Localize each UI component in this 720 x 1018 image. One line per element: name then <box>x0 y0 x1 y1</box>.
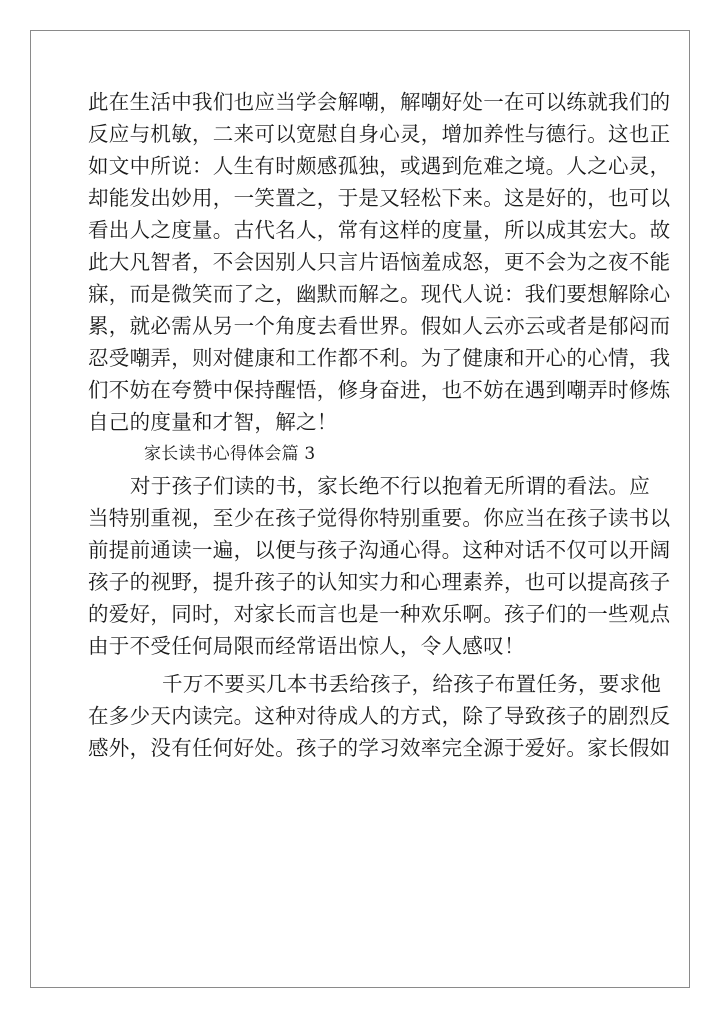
section-heading: 家长读书心得体会篇 3 <box>144 444 316 464</box>
text-line: 此大凡智者，不会因别人只言片语恼羞成怒，更不会为之夜不能 <box>88 250 671 274</box>
text-line: 由于不受任何局限而经常语出惊人，令人感叹！ <box>88 634 525 658</box>
text-line: 当特别重视，至少在孩子觉得你特别重要。你应当在孩子读书以 <box>88 506 671 530</box>
text-line: 在多少天内读完。这种对待成人的方式，除了导致孩子的剧烈反 <box>88 704 671 728</box>
text-line: 感外，没有任何好处。孩子的学习效率完全源于爱好。家长假如 <box>88 736 671 760</box>
text-line: 此在生活中我们也应当学会解嘲，解嘲好处一在可以练就我们的 <box>88 90 671 114</box>
text-line: 前提前通读一遍，以便与孩子沟通心得。这种对话不仅可以开阔 <box>88 538 671 562</box>
text-line: 们不妨在夸赞中保持醒悟，修身奋进，也不妨在遇到嘲弄时修炼 <box>88 378 671 402</box>
text-line: 的爱好，同时，对家长而言也是一种欢乐啊。孩子们的一些观点 <box>88 602 671 626</box>
text-line: 累，就必需从另一个角度去看世界。假如人云亦云或者是郁闷而 <box>88 314 671 338</box>
text-line: 看出人之度量。古代名人，常有这样的度量，所以成其宏大。故 <box>88 218 671 242</box>
text-line: 孩子的视野，提升孩子的认知实力和心理素养，也可以提高孩子 <box>88 570 671 594</box>
text-line: 寐，而是微笑而了之，幽默而解之。现代人说：我们要想解除心 <box>88 282 671 306</box>
text-line: 忍受嘲弄，则对健康和工作都不利。为了健康和开心的心情，我 <box>88 346 671 370</box>
text-line: 自己的度量和才智，解之！ <box>88 410 338 434</box>
text-line: 反应与机敏，二来可以宽慰自身心灵，增加养性与德行。这也正 <box>88 122 671 146</box>
text-line: 千万不要买几本书丢给孩子，给孩子布置任务，要求他 <box>162 672 662 696</box>
text-line: 却能发出妙用，一笑置之，于是又轻松下来。这是好的，也可以 <box>88 186 671 210</box>
text-lines <box>88 86 671 764</box>
text-line: 对于孩子们读的书，家长绝不行以抱着无所谓的看法。应 <box>130 474 650 498</box>
document-body <box>88 86 671 764</box>
text-line: 如文中所说：人生有时颇感孤独，或遇到危难之境。人之心灵， <box>88 154 671 178</box>
